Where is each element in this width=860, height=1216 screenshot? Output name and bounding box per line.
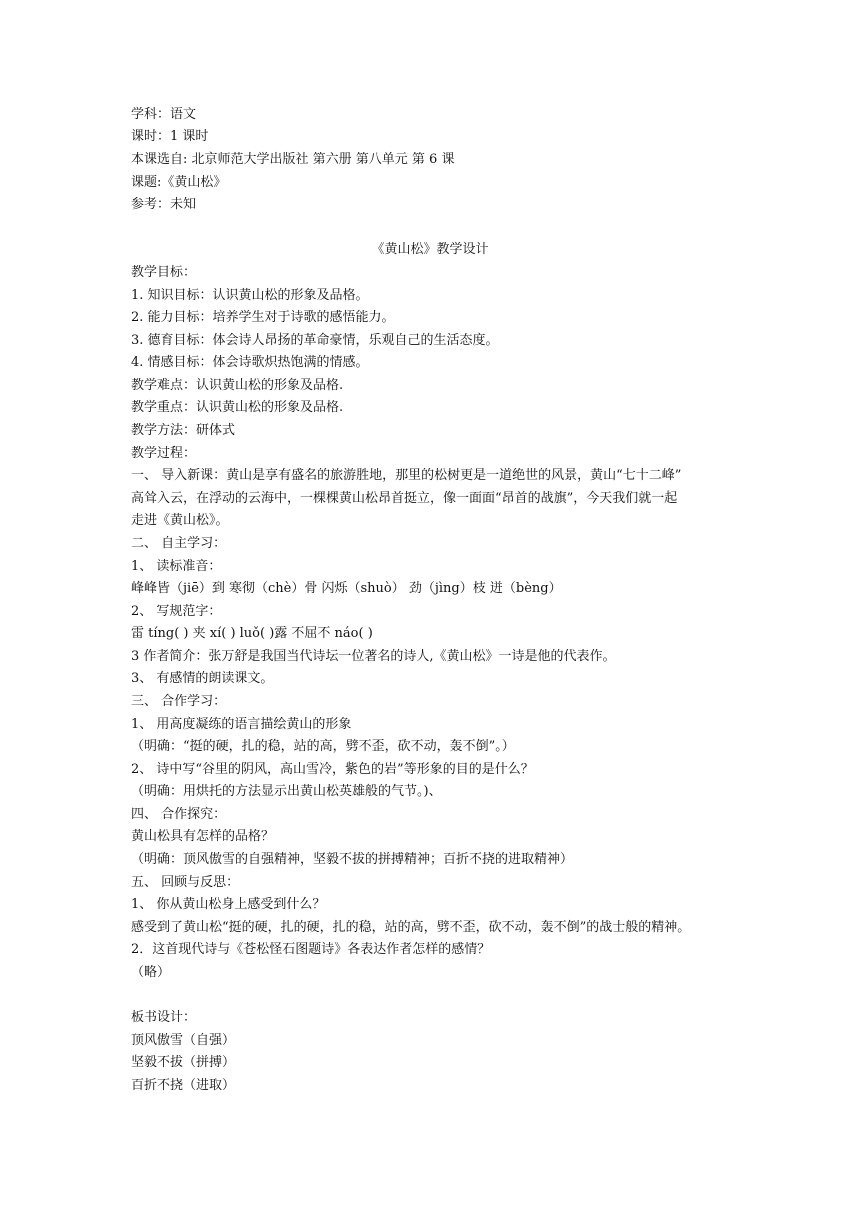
goal-item: 2. 能力目标：培养学生对于诗歌的感悟能力。	[131, 310, 395, 325]
goal-item: 3. 德育目标：体会诗人昂扬的革命豪情，乐观自己的生活态度。	[131, 333, 499, 348]
reflection-line: 1、 你从黄山松身上感受到什么？	[131, 897, 326, 912]
board-item: 坚毅不拔（拼搏）	[131, 1055, 236, 1070]
method-line: 教学方法：研体式	[131, 423, 236, 438]
board-item: 百折不挠（进取）	[131, 1078, 236, 1093]
board-heading: 板书设计：	[131, 1010, 197, 1025]
intro-line: 高耸入云，在浮动的云海中，一棵棵黄山松昂首挺立，像一面面“昂首的战旗”，今天我们就一起	[131, 491, 678, 506]
self-study-line: 2、 写规范字：	[131, 604, 222, 619]
cooperative-heading: 三、 合作学习：	[131, 694, 227, 709]
difficulty-line: 教学难点：认识黄山松的形象及品格.	[131, 378, 344, 393]
reflection-line: （略）	[131, 965, 171, 980]
process-heading: 教学过程：	[131, 446, 197, 461]
self-study-heading: 二、 自主学习：	[131, 536, 227, 551]
explore-line: 黄山松具有怎样的品格？	[131, 829, 275, 844]
cooperative-line: （明确：用烘托的方法显示出黄山松英雄般的气节。)、	[131, 784, 442, 799]
key-point-line: 教学重点：认识黄山松的形象及品格.	[131, 400, 344, 415]
explore-heading: 四、 合作探究：	[131, 807, 227, 822]
self-study-line: 雷 tíng( ) 夹 xí( ) luǒ( )露 不屈不 náo( )	[131, 626, 373, 641]
intro-line: 走进《黄山松》。	[131, 513, 229, 528]
goals-heading: 教学目标：	[131, 265, 197, 280]
board-item: 顶风傲雪（自强）	[131, 1033, 236, 1048]
goal-item: 1. 知识目标：认识黄山松的形象及品格。	[131, 288, 369, 303]
document-title: 《黄山松》教学设计	[371, 242, 489, 257]
period-line: 课时：1 课时	[131, 129, 209, 144]
topic-line: 课题:《黄山松》	[131, 175, 227, 190]
cooperative-line: 2、 诗中写“谷里的阴风，高山雪冷，紫色的岩”等形象的目的是什么？	[131, 762, 534, 777]
self-study-line: 1、 读标准音：	[131, 559, 222, 574]
cooperative-line: 1、 用高度凝练的语言描绘黄山的形象	[131, 717, 352, 732]
explore-line: （明确：顶风傲雪的自强精神，坚毅不拔的拼搏精神；百折不挠的进取精神）	[131, 852, 574, 867]
reference-line: 参考：未知	[131, 197, 197, 212]
subject-line: 学科：语文	[131, 107, 197, 122]
goal-item: 4. 情感目标：体会诗歌炽热饱满的情感。	[131, 355, 369, 370]
cooperative-line: （明确：“挺的硬，扎的稳，站的高，劈不歪，砍不动，轰不倒”。）	[131, 739, 515, 754]
reflection-line: 2．这首现代诗与《苍松怪石图题诗》各表达作者怎样的感情？	[131, 942, 491, 957]
intro-line: 一、 导入新课：黄山是享有盛名的旅游胜地，那里的松树更是一道绝世的风景，黄山“七十二峰”	[131, 468, 682, 483]
self-study-line: 峰峰皆（jiē）到 寒彻（chè）骨 闪烁（shuò） 劲（jìng）枝 迸（bèng）	[131, 581, 562, 596]
self-study-line: 3 作者简介：张万舒是我国当代诗坛一位著名的诗人,《黄山松》一诗是他的代表作。	[131, 649, 616, 664]
source-line: 本课选自: 北京师范大学出版社 第六册 第八单元 第 6 课	[131, 152, 455, 167]
reflection-line: 感受到了黄山松“挺的硬，扎的硬，扎的稳，站的高，劈不歪，砍不动，轰不倒”的战士般的精神。	[131, 920, 691, 935]
self-study-line: 3、 有感情的朗读课文。	[131, 671, 274, 686]
reflection-heading: 五、 回顾与反思：	[131, 875, 240, 890]
